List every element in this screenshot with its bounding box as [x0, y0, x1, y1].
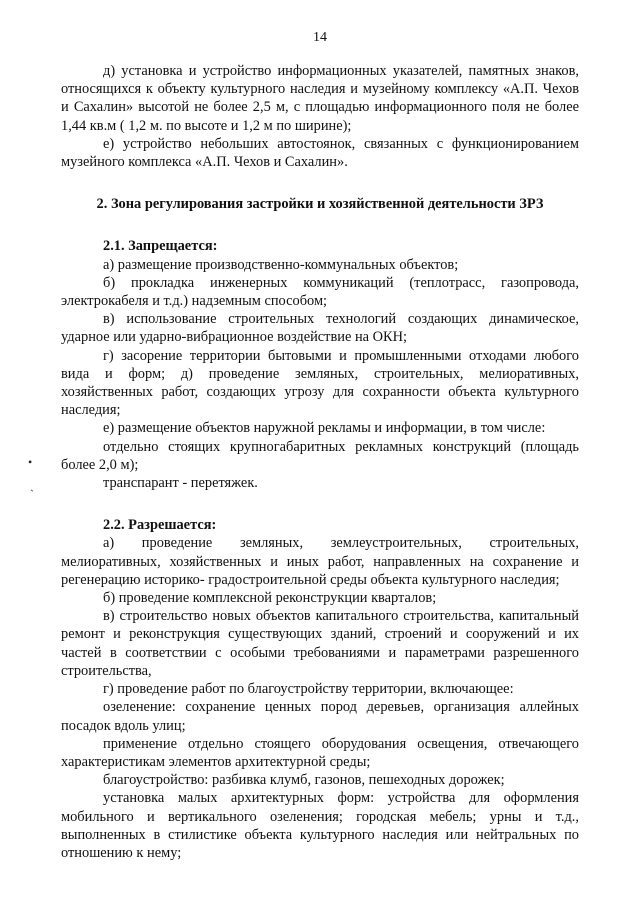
- list-item: благоустройство: разбивка клумб, газонов, пешеходных дорожек;: [103, 772, 505, 789]
- scan-mark-dot: •: [28, 455, 33, 469]
- list-item: транспарант - перетяжек.: [103, 475, 258, 492]
- section-heading: 2. Зона регулирования застройки и хозяйственной деятельности ЗРЗ: [96, 196, 544, 213]
- list-item: применение отдельно стоящего оборудования освещения, отвечающего характеристикам элементов архитектурной среды;: [61, 735, 579, 770]
- paragraph: д) установка и устройство информационных указателей, памятных знаков, относящихся к объекту культурного наследия и музейному комплексу «А.П. Чехов и Сахалин» высотой не более 2,5 м, с площадью информационного поля не более 1,44 кв.м ( 1,2 м. по высоте и 1,2 м по ширине);: [61, 63, 579, 134]
- list-item: в) строительство новых объектов капитального строительства, капитальный ремонт и реконструкция существующих зданий, строений и сооружений и их частей в соответствии с особыми требованиями и параметрами разрешенного строительства,: [61, 608, 579, 679]
- document-body: [61, 62, 579, 862]
- list-item: отдельно стоящих крупногабаритных рекламных конструкций (площадь более 2,0 м);: [61, 438, 579, 473]
- list-item: озеленение: сохранение ценных пород деревьев, организация аллейных посадок вдоль улиц;: [61, 699, 579, 734]
- list-item: установка малых архитектурных форм: устройства для оформления мобильного и вертикального озеленения; городская мебель; урны и т.д., выполненных в стилистике объекта культурного наследия или нейтральных по отношению к нему;: [61, 790, 579, 861]
- subsection-heading: 2.1. Запрещается:: [103, 238, 218, 255]
- list-item: г) засорение территории бытовыми и промышленными отходами любого вида и форм; д) проведение земляных, строительных, мелиоративных, хозяйственных работ, создающих угрозу для сохранности объекта культурного наследия;: [61, 347, 579, 419]
- paragraph: е) устройство небольших автостоянок, связанных с функционированием музейного комплекса «А.П. Чехов и Сахалин».: [61, 135, 579, 171]
- list-item: е) размещение объектов наружной рекламы и информации, в том числе:: [103, 420, 546, 437]
- list-item: а) проведение земляных, землеустроительных, строительных, мелиоративных, хозяйственных и иных работ, направленных на сохранение и регенерацию историко- градостроительной среды объекта культурного наследия;: [61, 535, 579, 588]
- list-item: б) проведение комплексной реконструкции кварталов;: [103, 590, 437, 607]
- page-number: 14: [313, 30, 327, 45]
- scan-mark-tick: `: [30, 487, 34, 501]
- list-item: а) размещение производственно-коммунальных объектов;: [103, 256, 459, 273]
- list-item: г) проведение работ по благоустройству территории, включающее:: [103, 681, 514, 698]
- list-item: б) прокладка инженерных коммуникаций (теплотрасс, газопровода, электрокабеля и т.д.) надземным способом;: [61, 274, 579, 310]
- subsection-heading: 2.2. Разрешается:: [103, 517, 217, 534]
- list-item: в) использование строительных технологий создающих динамическое, ударное или ударно-вибрационное воздействие на ОКН;: [61, 311, 579, 346]
